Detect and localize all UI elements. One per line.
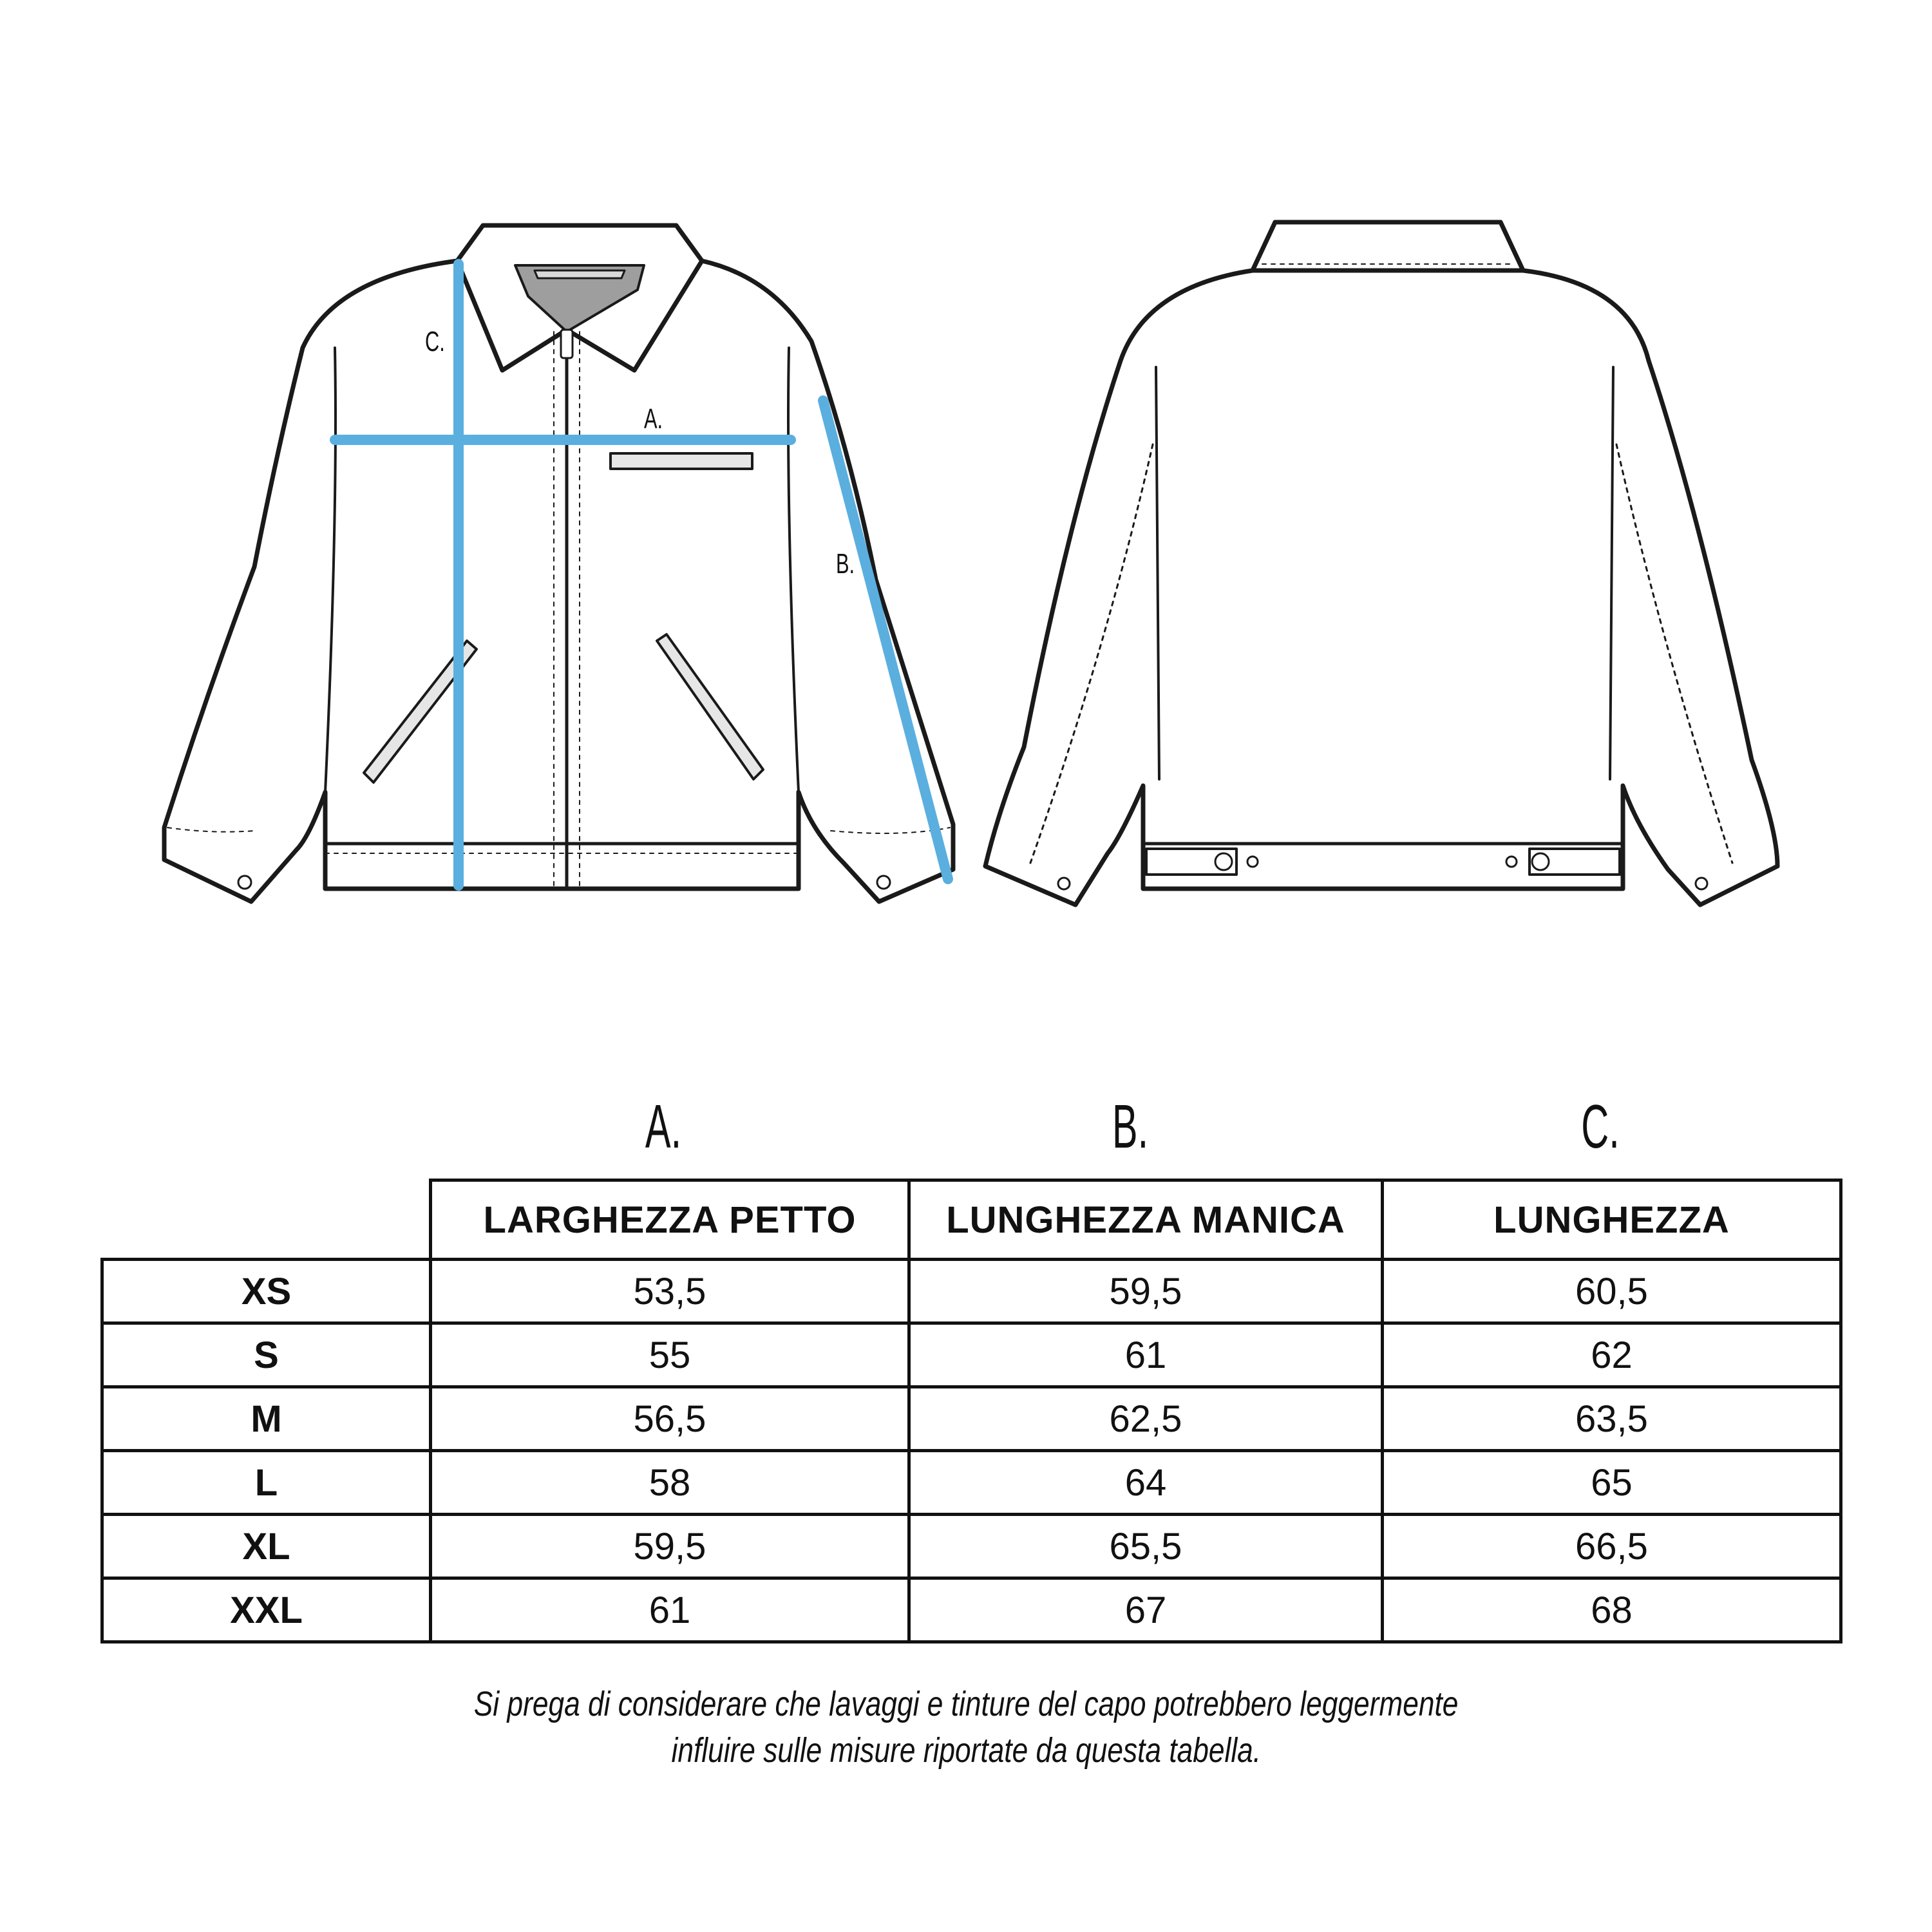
value-cell: 64 [909, 1451, 1383, 1515]
table-row [102, 1387, 1841, 1451]
header-empty-cell [102, 1180, 431, 1260]
care-note [0, 1681, 1932, 1774]
table-row [102, 1323, 1841, 1387]
value-cell: 59,5 [431, 1515, 909, 1578]
value-cell: 59,5 [909, 1260, 1383, 1323]
value-cell: 60,5 [1383, 1260, 1841, 1323]
value-cell: 65,5 [909, 1515, 1383, 1578]
value-cell: 62,5 [909, 1387, 1383, 1451]
care-note-line-1: Si prega di considerare che lavaggi e tinture del capo potrebbero leggermente [473, 1685, 1459, 1723]
size-label: M [102, 1387, 431, 1451]
value-cell: 61 [431, 1578, 909, 1642]
value-cell: 58 [431, 1451, 909, 1515]
column-letter-a: A. [645, 1092, 682, 1161]
value-cell: 61 [909, 1323, 1383, 1387]
label-b: B. [836, 548, 855, 580]
size-label: L [102, 1451, 431, 1515]
table-row [102, 1260, 1841, 1323]
value-cell: 55 [431, 1323, 909, 1387]
column-letter-b: B. [1112, 1092, 1149, 1161]
header-chest-width: LARGHEZZA PETTO [431, 1180, 909, 1260]
size-label: S [102, 1323, 431, 1387]
size-chart-table [100, 1179, 1842, 1643]
table-header-row [102, 1180, 1841, 1260]
value-cell: 65 [1383, 1451, 1841, 1515]
header-length: LUNGHEZZA [1383, 1180, 1841, 1260]
header-sleeve-length: LUNGHEZZA MANICA [909, 1180, 1383, 1260]
care-note-line-2: influire sulle misure riportate da questa tabella. [671, 1731, 1261, 1770]
table-row [102, 1515, 1841, 1578]
value-cell: 66,5 [1383, 1515, 1841, 1578]
value-cell: 67 [909, 1578, 1383, 1642]
size-label: XL [102, 1515, 431, 1578]
size-label: XXL [102, 1578, 431, 1642]
jacket-back-view [985, 222, 1777, 905]
label-c: C. [425, 326, 445, 358]
label-a: A. [644, 403, 663, 435]
value-cell: 53,5 [431, 1260, 909, 1323]
jacket-front-view [164, 225, 953, 902]
value-cell: 62 [1383, 1323, 1841, 1387]
value-cell: 56,5 [431, 1387, 909, 1451]
value-cell: 63,5 [1383, 1387, 1841, 1451]
value-cell: 68 [1383, 1578, 1841, 1642]
size-label: XS [102, 1260, 431, 1323]
table-row [102, 1578, 1841, 1642]
column-letter-c: C. [1581, 1092, 1620, 1161]
table-row [102, 1451, 1841, 1515]
